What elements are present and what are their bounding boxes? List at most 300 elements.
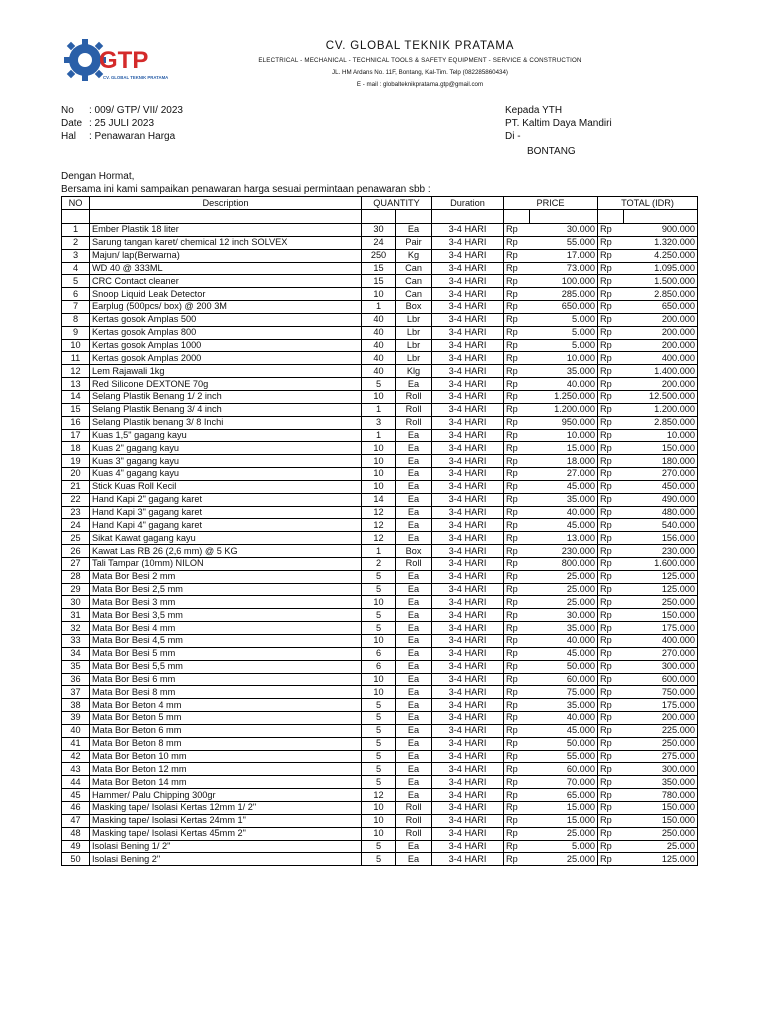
row-price-currency: Rp [504, 532, 530, 545]
row-qty: 10 [362, 390, 396, 403]
row-price-currency: Rp [504, 622, 530, 635]
row-description: Mata Bor Beton 6 mm [90, 724, 362, 737]
row-description: WD 40 @ 333ML [90, 262, 362, 275]
row-total-currency: Rp [598, 853, 624, 866]
row-duration: 3-4 HARI [432, 442, 504, 455]
row-price: 40.000 [530, 506, 598, 519]
row-description: Lem Rajawali 1kg [90, 365, 362, 378]
row-total: 150.000 [624, 609, 698, 622]
row-unit: Ea [396, 442, 432, 455]
row-total: 400.000 [624, 635, 698, 648]
row-total-currency: Rp [598, 519, 624, 532]
row-duration: 3-4 HARI [432, 699, 504, 712]
row-description: Kuas 1,5" gagang kayu [90, 429, 362, 442]
row-no: 12 [62, 365, 90, 378]
row-total: 450.000 [624, 480, 698, 493]
row-total: 780.000 [624, 789, 698, 802]
row-no: 37 [62, 686, 90, 699]
row-unit: Ea [396, 480, 432, 493]
row-price-currency: Rp [504, 712, 530, 725]
row-no: 19 [62, 455, 90, 468]
row-no: 28 [62, 570, 90, 583]
row-qty: 10 [362, 288, 396, 301]
row-unit: Ea [396, 468, 432, 481]
row-price-currency: Rp [504, 416, 530, 429]
row-price-currency: Rp [504, 827, 530, 840]
row-description: Kuas 4" gagang kayu [90, 468, 362, 481]
row-no: 11 [62, 352, 90, 365]
table-row [62, 455, 698, 468]
date-label: Date [61, 118, 83, 129]
row-total-currency: Rp [598, 313, 624, 326]
row-no: 41 [62, 737, 90, 750]
row-qty: 40 [362, 339, 396, 352]
header-total: TOTAL (IDR) [598, 197, 698, 210]
table-row [62, 673, 698, 686]
row-price: 950.000 [530, 416, 598, 429]
row-price-currency: Rp [504, 352, 530, 365]
row-total-currency: Rp [598, 699, 624, 712]
row-qty: 6 [362, 660, 396, 673]
row-total: 25.000 [624, 840, 698, 853]
row-duration: 3-4 HARI [432, 557, 504, 570]
row-description: Mata Bor Besi 4 mm [90, 622, 362, 635]
table-row [62, 532, 698, 545]
row-total: 275.000 [624, 750, 698, 763]
row-price: 45.000 [530, 519, 598, 532]
row-no: 4 [62, 262, 90, 275]
row-duration: 3-4 HARI [432, 416, 504, 429]
row-qty: 40 [362, 352, 396, 365]
row-no: 40 [62, 724, 90, 737]
row-total: 250.000 [624, 596, 698, 609]
row-price: 50.000 [530, 737, 598, 750]
row-price-currency: Rp [504, 339, 530, 352]
row-price: 70.000 [530, 776, 598, 789]
row-total-currency: Rp [598, 480, 624, 493]
row-unit: Ea [396, 737, 432, 750]
row-duration: 3-4 HARI [432, 776, 504, 789]
row-unit: Ea [396, 635, 432, 648]
row-duration: 3-4 HARI [432, 390, 504, 403]
row-qty: 12 [362, 506, 396, 519]
row-unit: Ea [396, 429, 432, 442]
row-unit: Ea [396, 532, 432, 545]
row-unit: Roll [396, 801, 432, 814]
row-total-currency: Rp [598, 532, 624, 545]
row-price-currency: Rp [504, 724, 530, 737]
row-qty: 10 [362, 455, 396, 468]
row-total-currency: Rp [598, 224, 624, 237]
table-row [62, 236, 698, 249]
row-price-currency: Rp [504, 288, 530, 301]
row-qty: 1 [362, 545, 396, 558]
row-duration: 3-4 HARI [432, 288, 504, 301]
row-no: 36 [62, 673, 90, 686]
row-total: 400.000 [624, 352, 698, 365]
row-description: Kertas gosok Amplas 500 [90, 313, 362, 326]
row-description: Kuas 3" gagang kayu [90, 455, 362, 468]
row-price-currency: Rp [504, 224, 530, 237]
row-price: 285.000 [530, 288, 598, 301]
table-row [62, 519, 698, 532]
row-price: 25.000 [530, 827, 598, 840]
row-no: 30 [62, 596, 90, 609]
row-total-currency: Rp [598, 827, 624, 840]
header-quantity: QUANTITY [362, 197, 432, 210]
row-no: 35 [62, 660, 90, 673]
row-duration: 3-4 HARI [432, 686, 504, 699]
row-total: 270.000 [624, 468, 698, 481]
row-unit: Ea [396, 776, 432, 789]
row-description: Mata Bor Besi 2,5 mm [90, 583, 362, 596]
row-description: Selang Plastik Benang 1/ 2 inch [90, 390, 362, 403]
row-description: Kertas gosok Amplas 2000 [90, 352, 362, 365]
logo-text: GTP [99, 47, 149, 74]
table-row [62, 262, 698, 275]
row-price-currency: Rp [504, 480, 530, 493]
row-total-currency: Rp [598, 609, 624, 622]
row-price: 10.000 [530, 352, 598, 365]
row-total-currency: Rp [598, 660, 624, 673]
row-total-currency: Rp [598, 583, 624, 596]
row-price: 35.000 [530, 622, 598, 635]
table-row [62, 635, 698, 648]
row-duration: 3-4 HARI [432, 801, 504, 814]
table-row [62, 712, 698, 725]
row-duration: 3-4 HARI [432, 789, 504, 802]
row-total: 540.000 [624, 519, 698, 532]
row-duration: 3-4 HARI [432, 647, 504, 660]
row-qty: 1 [362, 301, 396, 314]
row-price-currency: Rp [504, 570, 530, 583]
quotation-table [61, 196, 698, 866]
row-unit: Can [396, 262, 432, 275]
row-total: 150.000 [624, 801, 698, 814]
row-unit: Ea [396, 570, 432, 583]
letter-meta [61, 104, 183, 143]
row-total-currency: Rp [598, 789, 624, 802]
row-total-currency: Rp [598, 339, 624, 352]
row-description: Hand Kapi 4" gagang karet [90, 519, 362, 532]
greeting [61, 170, 431, 196]
row-duration: 3-4 HARI [432, 403, 504, 416]
row-price-currency: Rp [504, 455, 530, 468]
row-qty: 5 [362, 622, 396, 635]
row-duration: 3-4 HARI [432, 853, 504, 866]
row-description: Hammer/ Palu Chipping 300gr [90, 789, 362, 802]
row-price-currency: Rp [504, 660, 530, 673]
row-price: 40.000 [530, 712, 598, 725]
row-total: 1.400.000 [624, 365, 698, 378]
row-total: 250.000 [624, 737, 698, 750]
header-description: Description [90, 197, 362, 210]
row-price-currency: Rp [504, 840, 530, 853]
row-qty: 5 [362, 750, 396, 763]
company-subtitle: ELECTRICAL - MECHANICAL - TECHNICAL TOOLS & SAFETY EQUIPMENT - SERVICE & CONSTRUCTION [258, 57, 582, 64]
row-duration: 3-4 HARI [432, 532, 504, 545]
greeting-salutation: Dengan Hormat, [61, 171, 135, 182]
row-total-currency: Rp [598, 378, 624, 391]
row-duration: 3-4 HARI [432, 313, 504, 326]
row-total-currency: Rp [598, 635, 624, 648]
row-duration: 3-4 HARI [432, 468, 504, 481]
row-total-currency: Rp [598, 712, 624, 725]
row-qty: 5 [362, 763, 396, 776]
table-row [62, 339, 698, 352]
row-no: 17 [62, 429, 90, 442]
row-unit: Ea [396, 686, 432, 699]
row-description: Isolasi Bening 2" [90, 853, 362, 866]
spacer-row [62, 210, 698, 224]
row-no: 38 [62, 699, 90, 712]
row-total: 2.850.000 [624, 288, 698, 301]
row-price: 35.000 [530, 699, 598, 712]
row-total-currency: Rp [598, 801, 624, 814]
row-total-currency: Rp [598, 840, 624, 853]
row-total-currency: Rp [598, 390, 624, 403]
row-price-currency: Rp [504, 403, 530, 416]
row-unit: Roll [396, 390, 432, 403]
row-qty: 10 [362, 596, 396, 609]
row-total: 1.320.000 [624, 236, 698, 249]
row-no: 16 [62, 416, 90, 429]
row-duration: 3-4 HARI [432, 301, 504, 314]
row-total: 300.000 [624, 660, 698, 673]
row-unit: Ea [396, 455, 432, 468]
row-total-currency: Rp [598, 506, 624, 519]
row-duration: 3-4 HARI [432, 660, 504, 673]
row-duration: 3-4 HARI [432, 506, 504, 519]
row-price: 230.000 [530, 545, 598, 558]
row-price-currency: Rp [504, 763, 530, 776]
row-description: Earplug (500pcs/ box) @ 200 3M [90, 301, 362, 314]
row-description: Mata Bor Besi 5,5 mm [90, 660, 362, 673]
row-no: 22 [62, 493, 90, 506]
table-row [62, 763, 698, 776]
table-row [62, 352, 698, 365]
row-total-currency: Rp [598, 814, 624, 827]
row-price-currency: Rp [504, 236, 530, 249]
row-total-currency: Rp [598, 352, 624, 365]
row-no: 33 [62, 635, 90, 648]
row-price-currency: Rp [504, 814, 530, 827]
row-qty: 10 [362, 801, 396, 814]
row-total: 350.000 [624, 776, 698, 789]
company-logo [63, 38, 175, 86]
row-price-currency: Rp [504, 686, 530, 699]
row-unit: Lbr [396, 352, 432, 365]
row-price-currency: Rp [504, 442, 530, 455]
no-label: No [61, 105, 74, 116]
row-description: Kertas gosok Amplas 1000 [90, 339, 362, 352]
row-description: Majun/ lap(Berwarna) [90, 249, 362, 262]
row-total: 600.000 [624, 673, 698, 686]
table-row [62, 583, 698, 596]
row-unit: Ea [396, 750, 432, 763]
row-duration: 3-4 HARI [432, 712, 504, 725]
row-price: 25.000 [530, 570, 598, 583]
row-unit: Lbr [396, 313, 432, 326]
row-description: Masking tape/ Isolasi Kertas 24mm 1" [90, 814, 362, 827]
row-total-currency: Rp [598, 673, 624, 686]
row-price: 100.000 [530, 275, 598, 288]
row-description: Hand Kapi 3" gagang karet [90, 506, 362, 519]
row-price-currency: Rp [504, 750, 530, 763]
row-description: Mata Bor Besi 2 mm [90, 570, 362, 583]
row-total: 200.000 [624, 339, 698, 352]
row-price: 50.000 [530, 660, 598, 673]
row-price-currency: Rp [504, 493, 530, 506]
row-unit: Ea [396, 596, 432, 609]
table-row [62, 557, 698, 570]
row-qty: 10 [362, 635, 396, 648]
row-total-currency: Rp [598, 403, 624, 416]
row-unit: Roll [396, 827, 432, 840]
no-value: : 009/ GTP/ VII/ 2023 [89, 105, 183, 116]
row-total: 230.000 [624, 545, 698, 558]
row-qty: 2 [362, 557, 396, 570]
row-duration: 3-4 HARI [432, 455, 504, 468]
row-no: 25 [62, 532, 90, 545]
row-total: 750.000 [624, 686, 698, 699]
row-total-currency: Rp [598, 326, 624, 339]
row-unit: Ea [396, 647, 432, 660]
header-no: NO [62, 197, 90, 210]
row-total-currency: Rp [598, 647, 624, 660]
row-total: 1.095.000 [624, 262, 698, 275]
row-price-currency: Rp [504, 519, 530, 532]
row-description: Mata Bor Besi 5 mm [90, 647, 362, 660]
row-no: 23 [62, 506, 90, 519]
row-no: 42 [62, 750, 90, 763]
row-duration: 3-4 HARI [432, 519, 504, 532]
row-qty: 12 [362, 532, 396, 545]
row-qty: 15 [362, 262, 396, 275]
row-description: Mata Bor Besi 3 mm [90, 596, 362, 609]
row-total-currency: Rp [598, 262, 624, 275]
row-duration: 3-4 HARI [432, 622, 504, 635]
row-qty: 10 [362, 468, 396, 481]
row-total-currency: Rp [598, 622, 624, 635]
row-qty: 5 [362, 853, 396, 866]
row-price: 40.000 [530, 378, 598, 391]
row-price: 15.000 [530, 801, 598, 814]
row-total: 12.500.000 [624, 390, 698, 403]
row-total-currency: Rp [598, 236, 624, 249]
row-price-currency: Rp [504, 557, 530, 570]
row-total: 125.000 [624, 583, 698, 596]
row-unit: Ea [396, 699, 432, 712]
row-price: 65.000 [530, 789, 598, 802]
row-duration: 3-4 HARI [432, 750, 504, 763]
row-price: 25.000 [530, 853, 598, 866]
row-unit: Lbr [396, 326, 432, 339]
recipient-company: PT. Kaltim Daya Mandiri [505, 118, 612, 129]
hal-value: : Penawaran Harga [89, 131, 176, 142]
row-no: 49 [62, 840, 90, 853]
row-no: 6 [62, 288, 90, 301]
row-no: 46 [62, 801, 90, 814]
row-duration: 3-4 HARI [432, 352, 504, 365]
row-description: Kertas gosok Amplas 800 [90, 326, 362, 339]
row-duration: 3-4 HARI [432, 493, 504, 506]
row-no: 43 [62, 763, 90, 776]
row-qty: 14 [362, 493, 396, 506]
row-qty: 1 [362, 403, 396, 416]
row-description: Masking tape/ Isolasi Kertas 45mm 2" [90, 827, 362, 840]
row-unit: Ea [396, 763, 432, 776]
row-qty: 40 [362, 313, 396, 326]
row-qty: 24 [362, 236, 396, 249]
row-qty: 5 [362, 378, 396, 391]
row-price: 25.000 [530, 596, 598, 609]
recipient-line: Kepada YTH [505, 105, 563, 116]
row-no: 13 [62, 378, 90, 391]
row-no: 20 [62, 468, 90, 481]
row-price: 5.000 [530, 313, 598, 326]
row-unit: Lbr [396, 339, 432, 352]
row-qty: 10 [362, 673, 396, 686]
row-price: 60.000 [530, 673, 598, 686]
row-no: 48 [62, 827, 90, 840]
row-total-currency: Rp [598, 493, 624, 506]
row-qty: 5 [362, 840, 396, 853]
table-row [62, 596, 698, 609]
row-price: 30.000 [530, 609, 598, 622]
row-price: 15.000 [530, 814, 598, 827]
row-total: 200.000 [624, 313, 698, 326]
row-price: 45.000 [530, 724, 598, 737]
table-row [62, 840, 698, 853]
row-qty: 1 [362, 429, 396, 442]
row-unit: Can [396, 275, 432, 288]
row-duration: 3-4 HARI [432, 609, 504, 622]
row-no: 44 [62, 776, 90, 789]
row-unit: Roll [396, 403, 432, 416]
row-price: 5.000 [530, 339, 598, 352]
row-duration: 3-4 HARI [432, 429, 504, 442]
row-unit: Ea [396, 583, 432, 596]
row-duration: 3-4 HARI [432, 827, 504, 840]
row-price-currency: Rp [504, 262, 530, 275]
row-unit: Roll [396, 814, 432, 827]
row-duration: 3-4 HARI [432, 737, 504, 750]
row-total: 1.200.000 [624, 403, 698, 416]
table-row [62, 506, 698, 519]
row-unit: Ea [396, 224, 432, 237]
row-price: 17.000 [530, 249, 598, 262]
row-description: Mata Bor Besi 8 mm [90, 686, 362, 699]
row-qty: 5 [362, 699, 396, 712]
row-duration: 3-4 HARI [432, 339, 504, 352]
row-price-currency: Rp [504, 249, 530, 262]
row-price-currency: Rp [504, 583, 530, 596]
row-qty: 40 [362, 326, 396, 339]
row-unit: Pair [396, 236, 432, 249]
row-qty: 5 [362, 724, 396, 737]
row-price: 35.000 [530, 493, 598, 506]
row-description: Kawat Las RB 26 (2,6 mm) @ 5 KG [90, 545, 362, 558]
row-description: Selang Plastik benang 3/ 8 Inchi [90, 416, 362, 429]
row-total: 150.000 [624, 442, 698, 455]
row-total-currency: Rp [598, 596, 624, 609]
row-price: 5.000 [530, 840, 598, 853]
row-duration: 3-4 HARI [432, 236, 504, 249]
table-row [62, 249, 698, 262]
row-price: 650.000 [530, 301, 598, 314]
row-total-currency: Rp [598, 301, 624, 314]
